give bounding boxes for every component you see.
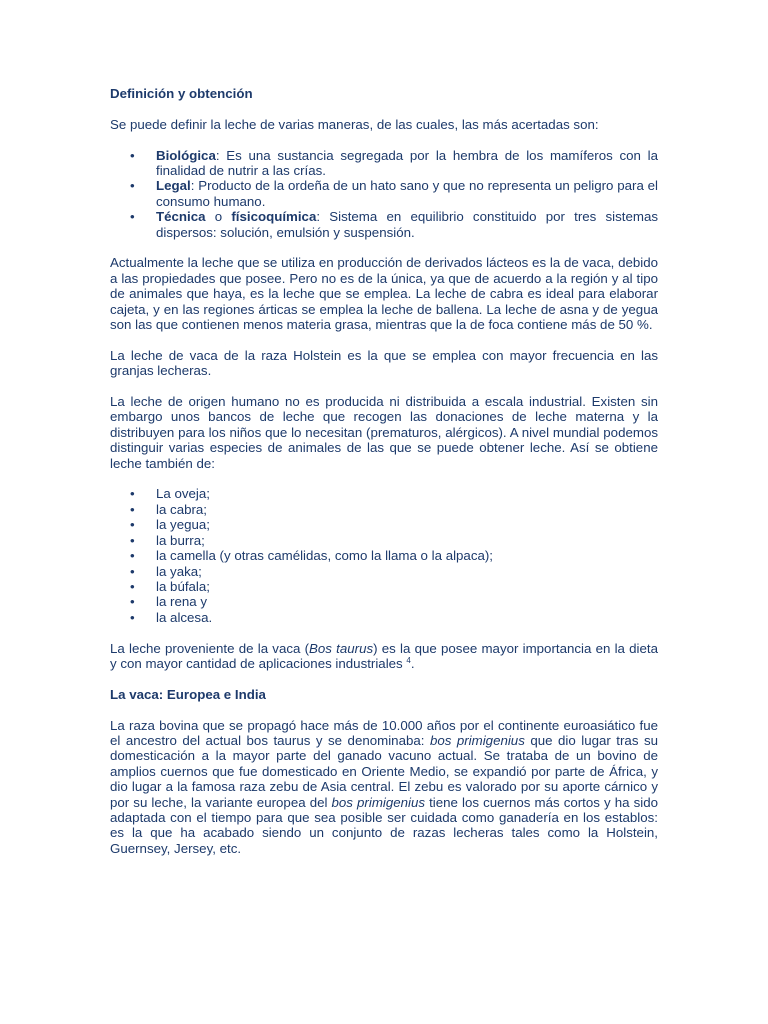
list-item: • la camella (y otras camélidas, como la llama o la alpaca); xyxy=(130,548,493,564)
list-item: • la rena y xyxy=(130,594,207,610)
definition-item-legal xyxy=(110,178,658,209)
species-name: bos primigenius xyxy=(331,794,426,810)
intro-paragraph: Se puede definir la leche de varias maneras, de las cuales, las más acertadas son: xyxy=(110,116,599,132)
list-item: • la búfala; xyxy=(130,578,210,594)
species-name: Bos taurus xyxy=(309,640,374,656)
footnote-ref: 4 xyxy=(406,655,411,665)
list-item: • la alcesa. xyxy=(130,609,213,625)
bullet-icon: • xyxy=(130,563,135,579)
animals-list xyxy=(110,486,658,625)
bullet-icon: • xyxy=(130,532,135,548)
heading-la-vaca: La vaca: Europea e India xyxy=(110,686,266,702)
heading-definicion: Definición y obtención xyxy=(110,86,253,101)
bullet-icon: • xyxy=(130,178,135,194)
paragraph-derivados: Actualmente la leche que se utiliza en producción de derivados lácteos es la de vaca, debido a las propiedades que posee. Pero no es de la única, ya que de acuerdo a la región y al tipo de animales que haya, es la leche que se emplea. La leche de cabra es ideal para elaborar cajeta, y en las regiones árticas se emplea la leche de ballena. La leche de asna y de yegua son las que contienen menos materia grasa, mientras que la de foca contiene más de 50 %. xyxy=(110,255,658,333)
term-fisicoquimica: físicoquímica xyxy=(231,209,317,225)
definition-item-tecnica xyxy=(110,209,658,240)
document-page xyxy=(110,86,658,856)
definition-text: : Sistema en equilibrio constituido por tres sistemas dispersos: solución, emulsión y suspensión. xyxy=(156,209,658,240)
bullet-icon: • xyxy=(130,501,135,517)
list-item: • la burra; xyxy=(130,532,205,548)
list-item: • la cabra; xyxy=(130,501,207,517)
term-biologica: Biológica xyxy=(156,147,216,163)
bullet-icon: • xyxy=(130,548,135,564)
species-name: bos primigenius xyxy=(429,732,525,748)
list-item: • la yaka; xyxy=(130,563,202,579)
bullet-icon: • xyxy=(130,486,135,502)
definition-text: : Producto de la ordeña de un hato sano y que no representa un peligro para el consumo humano. xyxy=(156,178,658,209)
bullet-icon: • xyxy=(130,594,135,610)
bullet-icon: • xyxy=(130,517,135,533)
term-tecnica: Técnica xyxy=(156,209,206,225)
bullet-icon: • xyxy=(130,147,135,163)
bullet-icon: • xyxy=(130,609,135,625)
paragraph-bos-taurus: La leche proveniente de la vaca (Bos taurus) es la que posee mayor importancia en la dieta y con mayor cantidad de aplicaciones industriales $^4$. xyxy=(110,640,658,671)
definition-text: : Es una sustancia segregada por la hembra de los mamíferos con la finalidad de nutrir a las crías. xyxy=(156,147,658,178)
definitions-list xyxy=(110,148,658,240)
list-item: • La oveja; xyxy=(130,486,210,502)
list-item: • la yegua; xyxy=(130,517,210,533)
paragraph-holstein: La leche de vaca de la raza Holstein es la que se emplea con mayor frecuencia en las granjas lecheras. xyxy=(110,347,658,379)
paragraph-origen-humano: La leche de origen humano no es producida ni distribuida a escala industrial. Existen sin embargo unos bancos de leche que recogen las donaciones de leche materna y la distribuyen para los niños que lo necesitan (prematuros, alérgicos). A nivel mundial podemos distinguir varias especies de animales de las que se puede obtener leche. Así se obtiene leche también de: xyxy=(110,394,658,471)
bullet-icon: • xyxy=(130,209,135,225)
bullet-icon: • xyxy=(130,578,135,594)
paragraph-raza-bovina: La raza bovina que se propagó hace más de 10.000 años por el continente euroasiático fue el ancestro del actual bos taurus y se denominaba: bos primigenius que dio lugar tras su domesticación a la mayor parte del ganado vacuno actual. Se trataba de un bovino de amplios cuernos que fue domesticado en Oriente Medio, se expandió por parte de África, y dio lugar a la famosa raza zebu de Asia central. El zebu es valorado por su aporte cárnico y por su leche, la variante europea del bos primigenius tiene los cuernos más cortos y ha sido adaptada con el tiempo para que sea posible ser cuidada como ganadería en los establos: es la que ha acabado siendo un conjunto de razas lecheras tales como la Holstein, Guernsey, Jersey, etc. xyxy=(110,717,659,856)
term-legal: Legal xyxy=(156,178,191,194)
definition-item-biologica xyxy=(110,148,658,179)
term-connector: o xyxy=(205,209,232,225)
